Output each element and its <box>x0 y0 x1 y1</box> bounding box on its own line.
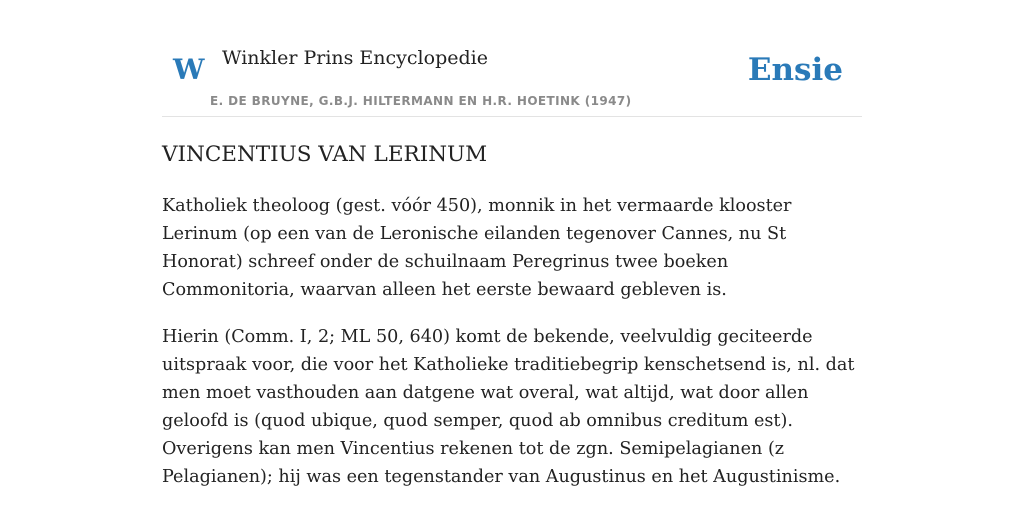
winkler-prins-logo-icon[interactable]: W <box>173 53 205 86</box>
authors-byline: E. DE BRUYNE, G.B.J. HILTERMANN EN H.R. HOETINK (1947) <box>210 94 632 108</box>
article-paragraph: Hierin (Comm. I, 2; ML 50, 640) komt de bekende, veelvuldig geciteerde uitspraak voor, die voor het Katholieke traditiebegrip kenschetsend is, nl. dat men moet vasthouden aan datgene wat overal, wat altijd, wat door allen geloofd is (quod ubique, quod semper, quod ab omnibus creditum est). Overigens kan men Vincentius rekenen tot de zgn. Semipelagianen (z Pelagianen); hij was een tegenstander van Augustinus en het Augustinisme. <box>162 327 855 487</box>
site-title-link[interactable]: Winkler Prins Encyclopedie <box>222 47 488 69</box>
article-paragraph: Katholiek theoloog (gest. vóór 450), monnik in het vermaarde klooster Lerinum (op een van de Leronische eilanden tegenover Cannes, nu St Honorat) schreef onder de schuilnaam Peregrinus twee boeken Commonitoria, waarvan alleen het eerste bewaard gebleven is. <box>162 196 792 300</box>
article-content <box>162 138 862 491</box>
article-title: VINCENTIUS VAN LERINUM <box>162 142 488 167</box>
ensie-logo-link[interactable]: Ensie <box>747 52 843 88</box>
site-header <box>162 0 862 117</box>
